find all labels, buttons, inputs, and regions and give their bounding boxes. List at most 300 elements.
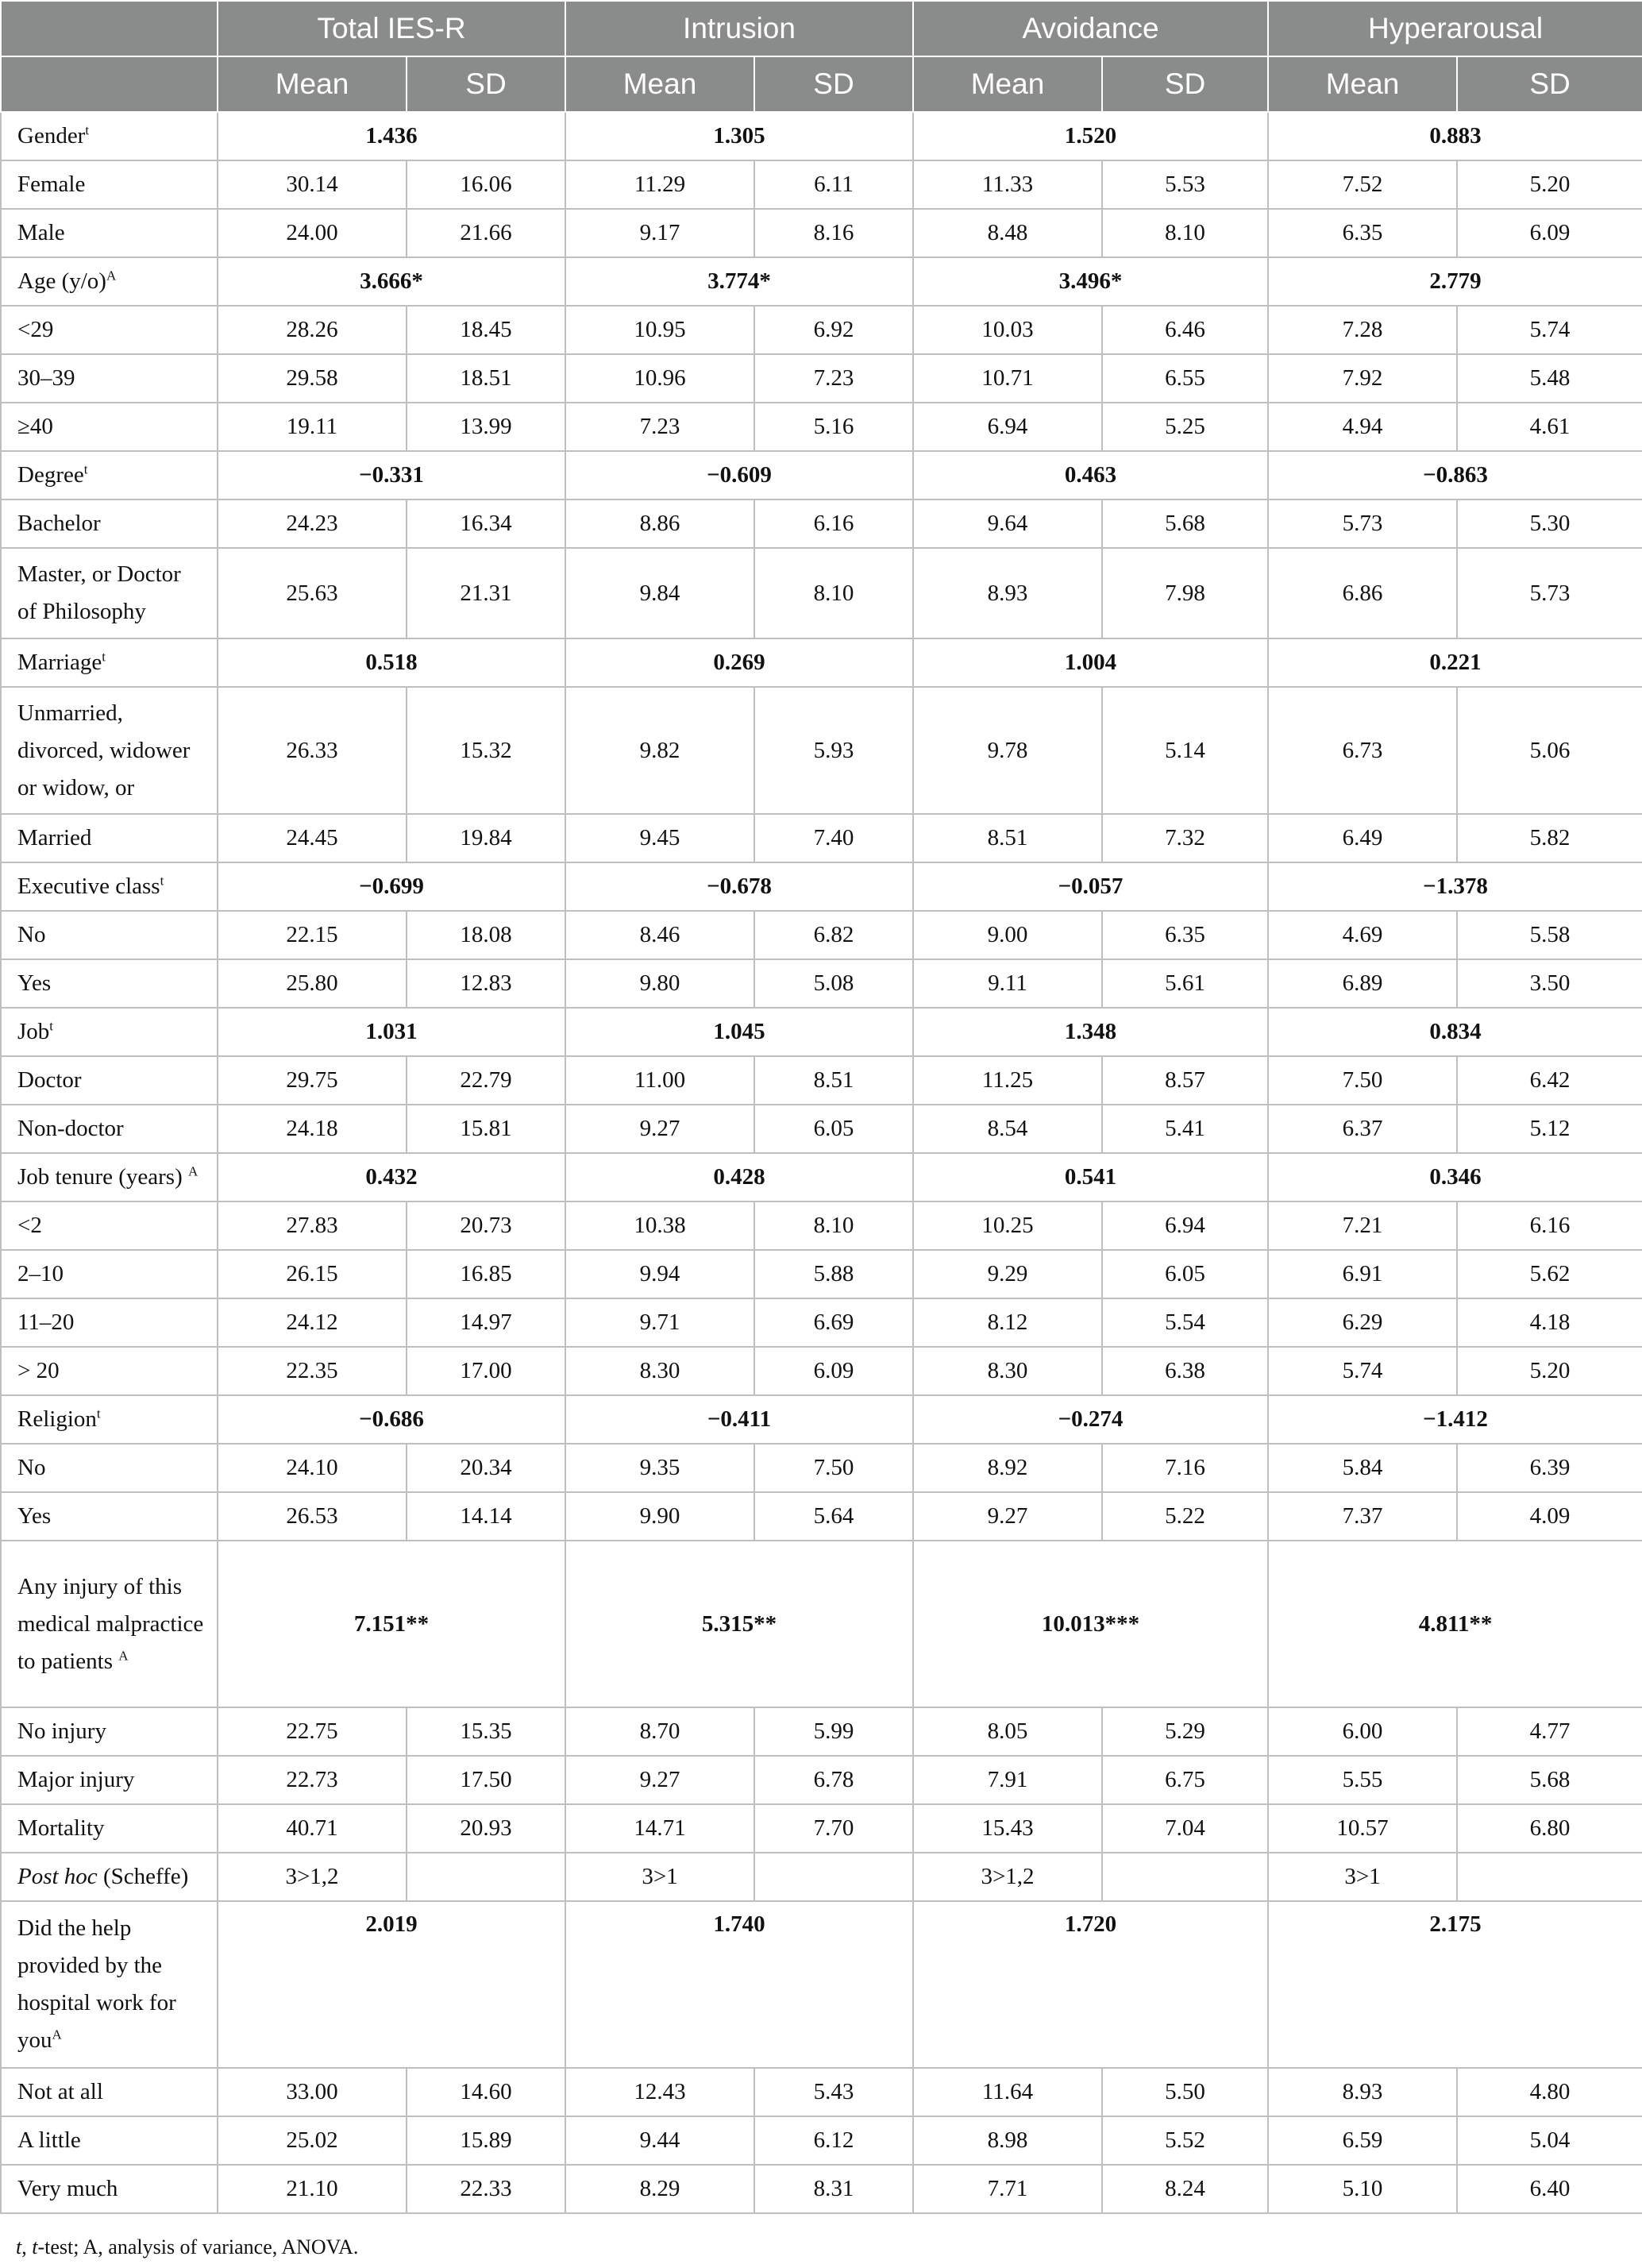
mean-value: 19.11 <box>218 403 407 451</box>
mean-value: 14.71 <box>565 1804 754 1853</box>
test-statistic: 3.666* <box>218 257 565 306</box>
header-sub-mean: Mean <box>565 56 754 112</box>
test-statistic: −0.411 <box>565 1395 913 1444</box>
test-statistic: 1.720 <box>913 1901 1268 2068</box>
test-statistic: 7.151** <box>218 1541 565 1707</box>
table-row <box>1 2068 1642 2116</box>
table-row <box>1 814 1642 862</box>
sd-value: 5.68 <box>1457 1756 1642 1804</box>
row-label <box>1 354 218 403</box>
sd-value: 6.82 <box>754 911 913 959</box>
sd-value: 5.41 <box>1102 1105 1268 1153</box>
sd-value: 15.89 <box>407 2116 565 2165</box>
test-statistic: 0.269 <box>565 638 913 687</box>
row-label-text: Doctor <box>17 1067 82 1093</box>
mean-value: 7.37 <box>1268 1492 1457 1541</box>
table-group-row <box>1 862 1642 911</box>
table-row <box>1 911 1642 959</box>
table-group-row <box>1 257 1642 306</box>
row-label-text: <29 <box>17 317 54 342</box>
row-label <box>1 1202 218 1250</box>
mean-value: 11.29 <box>565 160 754 209</box>
sd-value: 5.82 <box>1457 814 1642 862</box>
mean-value: 8.93 <box>913 548 1102 638</box>
row-label <box>1 403 218 451</box>
row-label-suffix: (Scheffe) <box>97 1864 189 1889</box>
sd-value: 5.08 <box>754 959 913 1008</box>
mean-value: 22.73 <box>218 1756 407 1804</box>
mean-value: 24.23 <box>218 499 407 548</box>
sd-value: 6.05 <box>1102 1250 1268 1298</box>
sd-value: 20.34 <box>407 1444 565 1492</box>
row-label-text: Yes <box>17 1503 52 1529</box>
sd-value: 8.10 <box>1102 209 1268 257</box>
sd-value: 6.40 <box>1457 2165 1642 2213</box>
sd-value: 8.51 <box>754 1056 913 1105</box>
row-label <box>1 112 218 160</box>
row-label <box>1 638 218 687</box>
sd-value: 6.46 <box>1102 306 1268 354</box>
mean-value: 29.58 <box>218 354 407 403</box>
sd-value: 5.93 <box>754 687 913 814</box>
mean-value: 26.15 <box>218 1250 407 1298</box>
table-row <box>1 1105 1642 1153</box>
sd-value: 5.61 <box>1102 959 1268 1008</box>
sd-value: 5.58 <box>1457 911 1642 959</box>
sd-value: 7.70 <box>754 1804 913 1853</box>
mean-value: 8.92 <box>913 1444 1102 1492</box>
sd-value: 7.16 <box>1102 1444 1268 1492</box>
table-row <box>1 2165 1642 2213</box>
row-label-text: Executive class <box>17 874 160 899</box>
footnote-t-word: t <box>32 2235 38 2258</box>
row-label-text: Married <box>17 825 92 850</box>
sd-value: 5.62 <box>1457 1250 1642 1298</box>
table-group-row <box>1 1541 1642 1707</box>
sd-value: 14.97 <box>407 1298 565 1347</box>
table-row <box>1 1492 1642 1541</box>
sd-value: 16.06 <box>407 160 565 209</box>
mean-value: 9.90 <box>565 1492 754 1541</box>
mean-value: 6.59 <box>1268 2116 1457 2165</box>
sd-value: 5.74 <box>1457 306 1642 354</box>
test-statistic: 10.013*** <box>913 1541 1268 1707</box>
sd-value: 7.50 <box>754 1444 913 1492</box>
mean-value: 5.84 <box>1268 1444 1457 1492</box>
row-label <box>1 1901 218 2068</box>
table-row <box>1 2116 1642 2165</box>
test-statistic: −0.686 <box>218 1395 565 1444</box>
row-label <box>1 499 218 548</box>
sd-value: 18.45 <box>407 306 565 354</box>
sd-value: 19.84 <box>407 814 565 862</box>
sd-value: 5.20 <box>1457 1347 1642 1395</box>
footnote-text-2: -test; A, analysis of variance, ANOVA. <box>37 2235 359 2258</box>
test-statistic: −1.412 <box>1268 1395 1642 1444</box>
sd-value: 14.60 <box>407 2068 565 2116</box>
header-total-ies-r: Total IES-R <box>218 1 565 56</box>
mean-value: 7.28 <box>1268 306 1457 354</box>
sd-value: 7.23 <box>754 354 913 403</box>
test-statistic: 2.019 <box>218 1901 565 2068</box>
row-label-text: 30–39 <box>17 365 75 391</box>
mean-value: 30.14 <box>218 160 407 209</box>
mean-value: 12.43 <box>565 2068 754 2116</box>
header-corner-lower <box>1 56 218 112</box>
row-label <box>1 1492 218 1541</box>
mean-value: 9.64 <box>913 499 1102 548</box>
mean-value: 11.64 <box>913 2068 1102 2116</box>
table-footnote <box>16 2235 358 2259</box>
sd-value: 22.33 <box>407 2165 565 2213</box>
mean-value: 10.03 <box>913 306 1102 354</box>
sd-value: 5.12 <box>1457 1105 1642 1153</box>
test-statistic: 1.740 <box>565 1901 913 2068</box>
sd-value: 6.80 <box>1457 1804 1642 1853</box>
header-sub-mean: Mean <box>1268 56 1457 112</box>
sd-value: 18.51 <box>407 354 565 403</box>
empty-cell <box>754 1853 913 1901</box>
sd-value: 5.25 <box>1102 403 1268 451</box>
row-label <box>1 959 218 1008</box>
row-label <box>1 1105 218 1153</box>
test-statistic: 0.428 <box>565 1153 913 1202</box>
sd-value: 20.73 <box>407 1202 565 1250</box>
sd-value: 6.69 <box>754 1298 913 1347</box>
sd-value: 8.10 <box>754 548 913 638</box>
header-avoidance: Avoidance <box>913 1 1268 56</box>
test-statistic: 1.520 <box>913 112 1268 160</box>
row-label <box>1 2068 218 2116</box>
mean-value: 8.30 <box>565 1347 754 1395</box>
row-label <box>1 306 218 354</box>
table-row <box>1 1298 1642 1347</box>
mean-value: 6.49 <box>1268 814 1457 862</box>
mean-value: 24.12 <box>218 1298 407 1347</box>
mean-value: 7.52 <box>1268 160 1457 209</box>
sd-value: 5.29 <box>1102 1707 1268 1756</box>
mean-value: 9.44 <box>565 2116 754 2165</box>
empty-cell <box>1457 1853 1642 1901</box>
mean-value: 10.96 <box>565 354 754 403</box>
mean-value: 40.71 <box>218 1804 407 1853</box>
mean-value: 26.33 <box>218 687 407 814</box>
mean-value: 27.83 <box>218 1202 407 1250</box>
row-label <box>1 1298 218 1347</box>
row-label-text: Post hoc <box>17 1864 98 1889</box>
sd-value: 5.30 <box>1457 499 1642 548</box>
mean-value: 10.38 <box>565 1202 754 1250</box>
row-label-text: Unmarried, divorced, widower or widow, or <box>17 700 191 800</box>
mean-value: 5.55 <box>1268 1756 1457 1804</box>
row-label-text: Job <box>17 1019 50 1044</box>
test-statistic: 2.779 <box>1268 257 1642 306</box>
row-label-text: Job tenure (years) <box>17 1164 188 1190</box>
footnote-text-1: , <box>21 2235 33 2258</box>
table-row <box>1 1250 1642 1298</box>
row-label <box>1 1250 218 1298</box>
mean-value: 6.29 <box>1268 1298 1457 1347</box>
mean-value: 9.00 <box>913 911 1102 959</box>
header-sub-mean: Mean <box>913 56 1102 112</box>
row-label-superscript: t <box>160 873 164 889</box>
row-label-text: No injury <box>17 1718 106 1744</box>
row-label <box>1 1707 218 1756</box>
sd-value: 8.57 <box>1102 1056 1268 1105</box>
table-group-row <box>1 1008 1642 1056</box>
test-statistic: 1.004 <box>913 638 1268 687</box>
header-sub-mean: Mean <box>218 56 407 112</box>
mean-value: 11.33 <box>913 160 1102 209</box>
empty-cell <box>407 1853 565 1901</box>
row-label <box>1 1008 218 1056</box>
sd-value: 6.78 <box>754 1756 913 1804</box>
mean-value: 9.35 <box>565 1444 754 1492</box>
table-row <box>1 1707 1642 1756</box>
sd-value: 5.14 <box>1102 687 1268 814</box>
sd-value: 13.99 <box>407 403 565 451</box>
header-sub-sd: SD <box>1457 56 1642 112</box>
row-label-text: Female <box>17 172 86 197</box>
table-header <box>1 1 1642 112</box>
sd-value: 6.09 <box>754 1347 913 1395</box>
row-label-superscript: t <box>83 461 88 477</box>
row-label-text: <2 <box>17 1213 42 1238</box>
sd-value: 5.20 <box>1457 160 1642 209</box>
table-row <box>1 403 1642 451</box>
table-row <box>1 1444 1642 1492</box>
row-label-text: No <box>17 1455 46 1480</box>
mean-value: 24.00 <box>218 209 407 257</box>
row-label <box>1 1853 218 1901</box>
row-label <box>1 687 218 814</box>
sd-value: 6.38 <box>1102 1347 1268 1395</box>
sd-value: 21.66 <box>407 209 565 257</box>
row-label-text: Did the help provided by the hospital work for you <box>17 1915 176 2053</box>
test-statistic: 5.315** <box>565 1541 913 1707</box>
sd-value: 15.35 <box>407 1707 565 1756</box>
sd-value: 5.53 <box>1102 160 1268 209</box>
row-label-text: A little <box>17 2127 81 2153</box>
mean-value: 8.48 <box>913 209 1102 257</box>
mean-value: 10.25 <box>913 1202 1102 1250</box>
test-statistic: −0.863 <box>1268 451 1642 499</box>
mean-value: 10.95 <box>565 306 754 354</box>
sd-value: 7.98 <box>1102 548 1268 638</box>
mean-value: 5.10 <box>1268 2165 1457 2213</box>
row-label <box>1 257 218 306</box>
test-statistic: 0.432 <box>218 1153 565 1202</box>
sd-value: 7.32 <box>1102 814 1268 862</box>
sd-value: 5.68 <box>1102 499 1268 548</box>
row-label-text: Master, or Doctor of Philosophy <box>17 561 181 624</box>
sd-value: 6.35 <box>1102 911 1268 959</box>
mean-value: 10.71 <box>913 354 1102 403</box>
test-statistic: 0.834 <box>1268 1008 1642 1056</box>
mean-value: 9.29 <box>913 1250 1102 1298</box>
sd-value: 17.00 <box>407 1347 565 1395</box>
sd-value: 6.55 <box>1102 354 1268 403</box>
sd-value: 6.16 <box>1457 1202 1642 1250</box>
row-label-superscript: t <box>85 122 90 138</box>
mean-value: 9.27 <box>565 1105 754 1153</box>
header-corner <box>1 1 218 56</box>
sd-value: 4.18 <box>1457 1298 1642 1347</box>
row-label <box>1 814 218 862</box>
sd-value: 5.22 <box>1102 1492 1268 1541</box>
sd-value: 8.31 <box>754 2165 913 2213</box>
test-statistic: −0.331 <box>218 451 565 499</box>
test-statistic: −0.699 <box>218 862 565 911</box>
mean-value: 9.82 <box>565 687 754 814</box>
row-label-text: Very much <box>17 2176 118 2201</box>
sd-value: 14.14 <box>407 1492 565 1541</box>
sd-value: 6.42 <box>1457 1056 1642 1105</box>
mean-value: 7.92 <box>1268 354 1457 403</box>
mean-value: 4.94 <box>1268 403 1457 451</box>
sd-value: 16.34 <box>407 499 565 548</box>
header-intrusion: Intrusion <box>565 1 913 56</box>
sd-value: 5.73 <box>1457 548 1642 638</box>
mean-value: 25.63 <box>218 548 407 638</box>
sd-value: 4.09 <box>1457 1492 1642 1541</box>
row-label-superscript: t <box>102 649 106 665</box>
sd-value: 6.05 <box>754 1105 913 1153</box>
sd-value: 7.40 <box>754 814 913 862</box>
header-hyperarousal: Hyperarousal <box>1268 1 1642 56</box>
mean-value: 15.43 <box>913 1804 1102 1853</box>
table-row <box>1 1056 1642 1105</box>
table-row <box>1 959 1642 1008</box>
sd-value: 5.48 <box>1457 354 1642 403</box>
sd-value: 8.24 <box>1102 2165 1268 2213</box>
mean-value: 25.02 <box>218 2116 407 2165</box>
sd-value: 5.64 <box>754 1492 913 1541</box>
mean-value: 9.45 <box>565 814 754 862</box>
row-label <box>1 209 218 257</box>
sd-value: 5.06 <box>1457 687 1642 814</box>
row-label-text: 2–10 <box>17 1261 64 1286</box>
sd-value: 5.43 <box>754 2068 913 2116</box>
mean-value: 24.10 <box>218 1444 407 1492</box>
row-label-superscript: A <box>52 2027 62 2042</box>
table-row <box>1 160 1642 209</box>
mean-value: 8.30 <box>913 1347 1102 1395</box>
row-label <box>1 2165 218 2213</box>
mean-value: 5.74 <box>1268 1347 1457 1395</box>
row-label-superscript: t <box>96 1406 101 1421</box>
table-group-row <box>1 1901 1642 2068</box>
row-label-superscript: A <box>118 1647 129 1663</box>
table-row <box>1 354 1642 403</box>
mean-value: 21.10 <box>218 2165 407 2213</box>
mean-value: 9.80 <box>565 959 754 1008</box>
mean-value: 9.94 <box>565 1250 754 1298</box>
test-statistic: 0.463 <box>913 451 1268 499</box>
mean-value: 8.98 <box>913 2116 1102 2165</box>
sd-value: 3.50 <box>1457 959 1642 1008</box>
sd-value: 6.92 <box>754 306 913 354</box>
test-statistic: −1.378 <box>1268 862 1642 911</box>
mean-value: 10.57 <box>1268 1804 1457 1853</box>
table-row <box>1 1756 1642 1804</box>
table-row <box>1 499 1642 548</box>
mean-value: 7.21 <box>1268 1202 1457 1250</box>
sd-value: 15.32 <box>407 687 565 814</box>
mean-value: 22.35 <box>218 1347 407 1395</box>
mean-value: 22.15 <box>218 911 407 959</box>
mean-value: 7.23 <box>565 403 754 451</box>
mean-value: 8.51 <box>913 814 1102 862</box>
test-statistic: 4.811** <box>1268 1541 1642 1707</box>
row-label <box>1 1444 218 1492</box>
mean-value: 29.75 <box>218 1056 407 1105</box>
row-label <box>1 1395 218 1444</box>
sd-value: 6.16 <box>754 499 913 548</box>
sd-value: 22.79 <box>407 1056 565 1105</box>
table-row <box>1 548 1642 638</box>
posthoc-result: 3>1,2 <box>218 1853 407 1901</box>
mean-value: 25.80 <box>218 959 407 1008</box>
sd-value: 5.50 <box>1102 2068 1268 2116</box>
sd-value: 6.39 <box>1457 1444 1642 1492</box>
mean-value: 6.91 <box>1268 1250 1457 1298</box>
mean-value: 11.25 <box>913 1056 1102 1105</box>
mean-value: 22.75 <box>218 1707 407 1756</box>
row-label <box>1 1056 218 1105</box>
test-statistic: −0.274 <box>913 1395 1268 1444</box>
table-group-row <box>1 1395 1642 1444</box>
test-statistic: 1.436 <box>218 112 565 160</box>
mean-value: 6.73 <box>1268 687 1457 814</box>
sd-value: 21.31 <box>407 548 565 638</box>
sd-value: 5.16 <box>754 403 913 451</box>
sd-value: 6.09 <box>1457 209 1642 257</box>
table-row <box>1 1853 1642 1901</box>
row-label-superscript: A <box>106 268 117 284</box>
sd-value: 4.61 <box>1457 403 1642 451</box>
row-label-text: Non-doctor <box>17 1116 124 1141</box>
test-statistic: 1.031 <box>218 1008 565 1056</box>
test-statistic: 3.496* <box>913 257 1268 306</box>
row-label <box>1 1153 218 1202</box>
posthoc-result: 3>1 <box>1268 1853 1457 1901</box>
sd-value: 6.94 <box>1102 1202 1268 1250</box>
table-row <box>1 1202 1642 1250</box>
sd-value: 7.04 <box>1102 1804 1268 1853</box>
row-label-superscript: A <box>188 1163 199 1179</box>
row-label <box>1 451 218 499</box>
row-label-text: Degree <box>17 462 84 488</box>
mean-value: 26.53 <box>218 1492 407 1541</box>
mean-value: 6.86 <box>1268 548 1457 638</box>
sd-value: 4.77 <box>1457 1707 1642 1756</box>
mean-value: 7.91 <box>913 1756 1102 1804</box>
sd-value: 12.83 <box>407 959 565 1008</box>
mean-value: 6.00 <box>1268 1707 1457 1756</box>
mean-value: 6.37 <box>1268 1105 1457 1153</box>
test-statistic: −0.609 <box>565 451 913 499</box>
row-label <box>1 160 218 209</box>
mean-value: 9.71 <box>565 1298 754 1347</box>
test-statistic: 0.883 <box>1268 112 1642 160</box>
row-label-text: Age (y/o) <box>17 268 106 294</box>
test-statistic: 0.221 <box>1268 638 1642 687</box>
row-label-text: Bachelor <box>17 511 101 536</box>
test-statistic: 0.541 <box>913 1153 1268 1202</box>
sd-value: 5.54 <box>1102 1298 1268 1347</box>
table-group-row <box>1 451 1642 499</box>
